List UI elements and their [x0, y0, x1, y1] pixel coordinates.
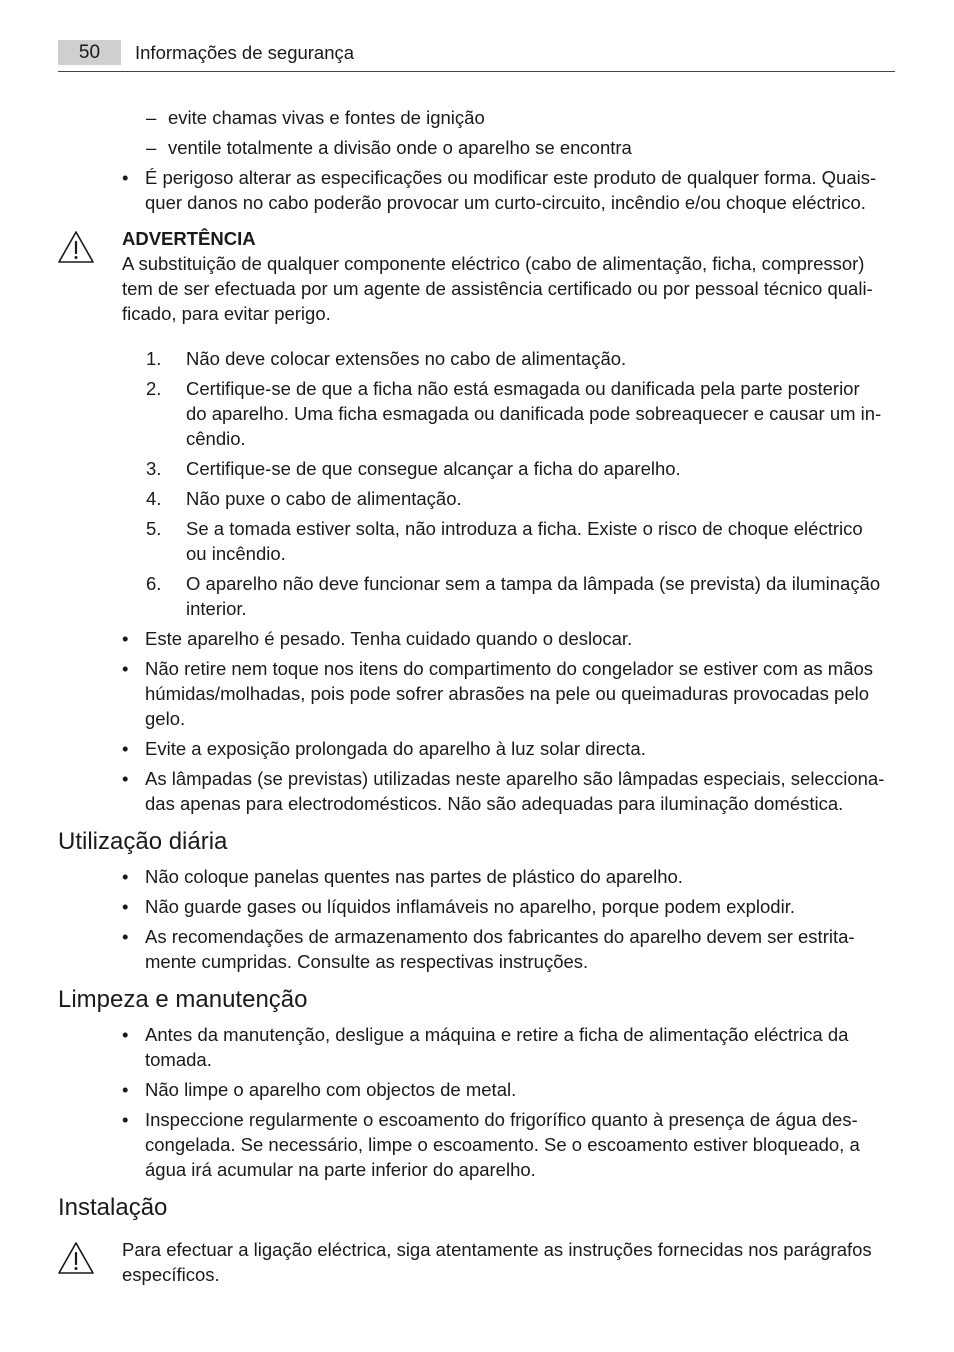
- section-heading: Instalação: [58, 1194, 168, 1221]
- list-item-line: Se a tomada estiver solta, não introduza a ficha. Existe o risco de choque eléctrico: [186, 518, 863, 539]
- bullet-line: húmidas/molhadas, pois pode sofrer abrasões na pele ou queimaduras provocadas pelo: [145, 683, 870, 704]
- bullet-marker: •: [122, 896, 129, 917]
- list-number: 3.: [146, 458, 162, 479]
- warning-line: específicos.: [122, 1264, 220, 1285]
- bullet-line: quer danos no cabo poderão provocar um curto-circuito, incêndio e/ou choque eléctrico.: [145, 192, 866, 213]
- list-item-line: Certifique-se de que a ficha não está esmagada ou danificada pela parte posterior: [186, 378, 860, 399]
- list-item-line: Não deve colocar extensões no cabo de alimentação.: [186, 348, 627, 369]
- bullet-line: Inspeccione regularmente o escoamento do frigorífico quanto à presença de água des-: [145, 1109, 858, 1130]
- bullet-line: Não limpe o aparelho com objectos de metal.: [145, 1079, 517, 1100]
- list-item-line: cêndio.: [186, 428, 246, 449]
- bullet-marker: •: [122, 1079, 129, 1100]
- dash-marker: –: [146, 107, 157, 128]
- list-number: 6.: [146, 573, 162, 594]
- warning-triangle-icon: [57, 229, 95, 265]
- dash-item: evite chamas vivas e fontes de ignição: [168, 107, 485, 128]
- page-header: [58, 40, 895, 72]
- list-item-line: interior.: [186, 598, 247, 619]
- warning-title: ADVERTÊNCIA: [122, 228, 256, 249]
- warning-line: tem de ser efectuada por um agente de assistência certificado ou por pessoal técnico quali-: [122, 278, 873, 299]
- bullet-line: Evite a exposição prolongada do aparelho à luz solar directa.: [145, 738, 646, 759]
- bullet-marker: •: [122, 866, 129, 887]
- dash-item: ventile totalmente a divisão onde o aparelho se encontra: [168, 137, 632, 158]
- list-number: 5.: [146, 518, 162, 539]
- warning-triangle-icon: [57, 1240, 95, 1276]
- bullet-line: Não guarde gases ou líquidos inflamáveis no aparelho, porque podem explodir.: [145, 896, 795, 917]
- list-number: 1.: [146, 348, 162, 369]
- bullet-line: As lâmpadas (se previstas) utilizadas neste aparelho são lâmpadas especiais, selecciona-: [145, 768, 885, 789]
- bullet-line: Não coloque panelas quentes nas partes de plástico do aparelho.: [145, 866, 683, 887]
- list-number: 4.: [146, 488, 162, 509]
- list-number: 2.: [146, 378, 162, 399]
- bullet-marker: •: [122, 658, 129, 679]
- list-item-line: do aparelho. Uma ficha esmagada ou danificada pode sobreaquecer e causar um in-: [186, 403, 882, 424]
- bullet-line: Este aparelho é pesado. Tenha cuidado quando o deslocar.: [145, 628, 633, 649]
- bullet-marker: •: [122, 768, 129, 789]
- bullet-line: das apenas para electrodomésticos. Não são adequadas para iluminação doméstica.: [145, 793, 844, 814]
- warning-line: ficado, para evitar perigo.: [122, 303, 331, 324]
- bullet-marker: •: [122, 1109, 129, 1130]
- list-item-line: O aparelho não deve funcionar sem a tampa da lâmpada (se prevista) da iluminação: [186, 573, 881, 594]
- bullet-line: Não retire nem toque nos itens do compartimento do congelador se estiver com as mãos: [145, 658, 874, 679]
- warning-line: Para efectuar a ligação eléctrica, siga atentamente as instruções fornecidas nos parágrafos: [122, 1239, 872, 1260]
- list-item-line: ou incêndio.: [186, 543, 286, 564]
- section-heading: Limpeza e manutenção: [58, 986, 308, 1013]
- list-item-line: Certifique-se de que consegue alcançar a ficha do aparelho.: [186, 458, 681, 479]
- bullet-marker: •: [122, 628, 129, 649]
- bullet-line: É perigoso alterar as especificações ou modificar este produto de qualquer forma. Quais-: [145, 167, 877, 188]
- bullet-line: Antes da manutenção, desligue a máquina e retire a ficha de alimentação eléctrica da: [145, 1024, 849, 1045]
- bullet-marker: •: [122, 738, 129, 759]
- bullet-line: gelo.: [145, 708, 186, 729]
- header-title: Informações de segurança: [135, 42, 355, 63]
- bullet-line: congelada. Se necessário, limpe o escoamento. Se o escoamento estiver bloqueado, a: [145, 1134, 860, 1155]
- bullet-marker: •: [122, 926, 129, 947]
- bullet-marker: •: [122, 167, 129, 188]
- bullet-line: tomada.: [145, 1049, 212, 1070]
- dash-marker: –: [146, 137, 157, 158]
- page-number: 50: [58, 40, 121, 65]
- section-heading: Utilização diária: [58, 828, 228, 855]
- bullet-line: mente cumpridas. Consulte as respectivas instruções.: [145, 951, 589, 972]
- bullet-marker: •: [122, 1024, 129, 1045]
- bullet-line: água irá acumular na parte inferior do aparelho.: [145, 1159, 536, 1180]
- warning-line: A substituição de qualquer componente eléctrico (cabo de alimentação, ficha, compressor): [122, 253, 865, 274]
- list-item-line: Não puxe o cabo de alimentação.: [186, 488, 462, 509]
- bullet-line: As recomendações de armazenamento dos fabricantes do aparelho devem ser estrita-: [145, 926, 855, 947]
